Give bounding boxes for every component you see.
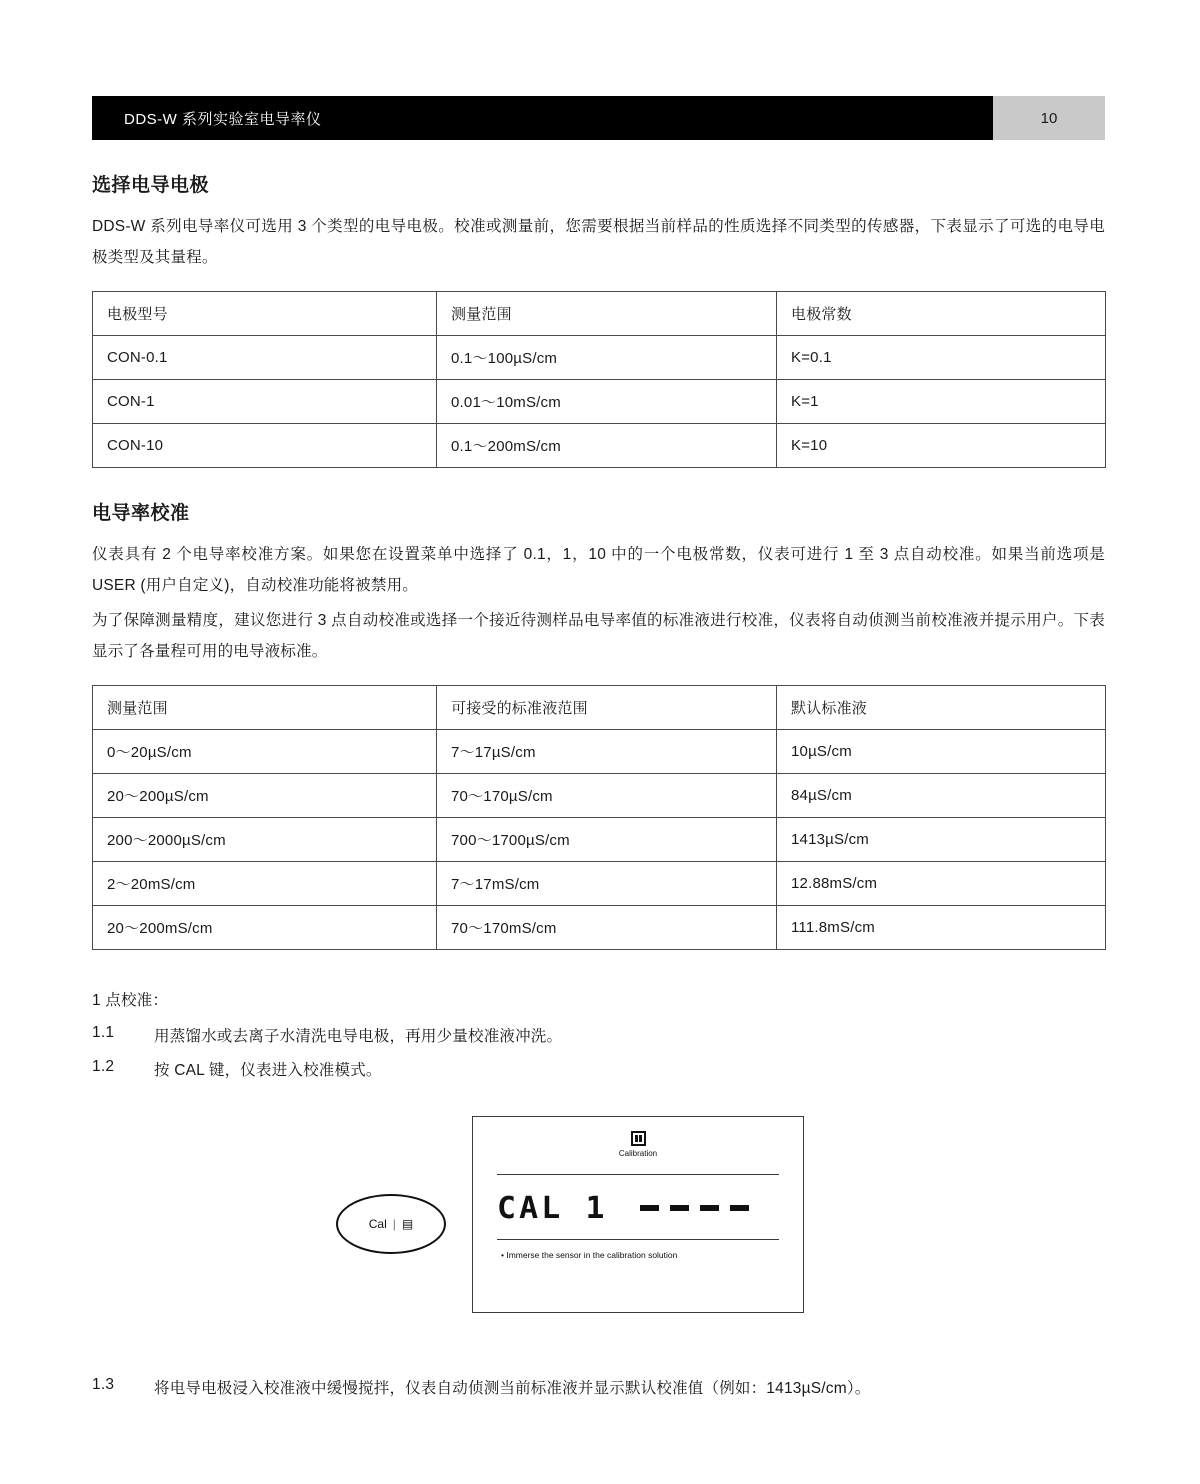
table-cell: 20～200µS/cm — [93, 774, 437, 818]
table-cell: 0～20µS/cm — [93, 730, 437, 774]
list-item — [92, 1058, 1105, 1080]
page-content — [92, 170, 1105, 1410]
table-header-row — [93, 292, 1106, 336]
calibration-icon — [631, 1131, 646, 1146]
step-text: 按 CAL 键，仪表进入校准模式。 — [154, 1062, 382, 1079]
lcd-indicator-area — [473, 1131, 803, 1158]
step-number: 1.2 — [92, 1058, 115, 1075]
table-row — [93, 774, 1106, 818]
lcd-note-text: • Immerse the sensor in the calibration solution — [501, 1250, 678, 1260]
spacer — [92, 468, 1105, 498]
table-cell: CON-10 — [93, 424, 437, 468]
table-cell: CON-0.1 — [93, 336, 437, 380]
section1-paragraph: DDS-W 系列电导率仪可选用 3 个类型的电导电极。校准或测量前，您需要根据当前样品的性质选择不同类型的传感器，下表显示了可选的电导电极类型及其量程。 — [92, 218, 1105, 266]
calibration-standards-table — [92, 685, 1106, 950]
list-item — [92, 1024, 1105, 1046]
table-cell: 70～170mS/cm — [437, 906, 777, 950]
lcd-dash — [700, 1205, 719, 1211]
page-number: 10 — [1040, 109, 1058, 127]
calibration-figure — [92, 1116, 1105, 1346]
calibration-icon-label: Calibration — [618, 1149, 658, 1158]
table-header-cell: 电极型号 — [93, 292, 437, 336]
section-title-calibration: 电导率校准 — [92, 503, 190, 524]
table-header-cell: 测量范围 — [437, 292, 777, 336]
cal-key-separator: | — [392, 1217, 396, 1231]
calibration-steps-tail — [92, 1376, 1105, 1398]
steps-heading: 1 点校准： — [92, 992, 169, 1009]
table-row — [93, 818, 1106, 862]
lcd-dash — [670, 1205, 689, 1211]
table-header-cell: 默认标准液 — [777, 686, 1106, 730]
table-header-cell: 电极常数 — [777, 292, 1106, 336]
document-icon: ▤ — [401, 1217, 414, 1231]
table-row — [93, 336, 1106, 380]
section2-paragraph-2: 为了保障测量精度，建议您进行 3 点自动校准或选择一个接近待测样品电导率值的标准液进行校准，仪表将自动侦测当前校准液并提示用户。下表显示了各量程可用的电导液标准。 — [92, 612, 1105, 660]
section-title-electrode: 选择电导电极 — [92, 175, 210, 196]
table-cell: 12.88mS/cm — [777, 862, 1106, 906]
step-number: 1.3 — [92, 1376, 115, 1393]
lcd-main-text: CAL 1 — [497, 1190, 608, 1226]
lcd-dash — [640, 1205, 659, 1211]
table-row — [93, 730, 1106, 774]
table-header-cell: 测量范围 — [93, 686, 437, 730]
calibration-steps — [92, 988, 1105, 1080]
lcd-main-row — [497, 1183, 779, 1233]
table-row — [93, 380, 1106, 424]
step-text: 用蒸馏水或去离子水清洗电导电极，再用少量校准液冲洗。 — [154, 1028, 563, 1045]
table-cell: 70～170µS/cm — [437, 774, 777, 818]
table-cell: 10µS/cm — [777, 730, 1106, 774]
table-cell: K=0.1 — [777, 336, 1106, 380]
table-header-row — [93, 686, 1106, 730]
lcd-divider-top — [497, 1174, 779, 1175]
section2-paragraph-1: 仪表具有 2 个电导率校准方案。如果您在设置菜单中选择了 0.1，1，10 中的一个电极常数，仪表可进行 1 至 3 点自动校准。如果当前选项是 USER (用户自定义)，自动校准功能将被禁用。 — [92, 546, 1105, 594]
page-header — [92, 96, 1105, 140]
lcd-dash-group — [640, 1205, 749, 1211]
document-title: DDS-W 系列实验室电导率仪 — [124, 110, 322, 128]
lcd-display-illustration — [472, 1116, 804, 1313]
table-row — [93, 424, 1106, 468]
table-cell: 700～1700µS/cm — [437, 818, 777, 862]
table-cell: 20～200mS/cm — [93, 906, 437, 950]
table-header-cell: 可接受的标准液范围 — [437, 686, 777, 730]
table-cell: K=1 — [777, 380, 1106, 424]
table-cell: 7～17mS/cm — [437, 862, 777, 906]
step-number: 1.1 — [92, 1024, 115, 1041]
table-cell: 200～2000µS/cm — [93, 818, 437, 862]
cal-key-illustration — [336, 1194, 446, 1254]
table-cell: 2～20mS/cm — [93, 862, 437, 906]
table-cell: CON-1 — [93, 380, 437, 424]
cal-key-label: Cal — [368, 1217, 387, 1231]
table-cell: 0.1～200mS/cm — [437, 424, 777, 468]
step-text: 将电导电极浸入校准液中缓慢搅拌，仪表自动侦测当前标准液并显示默认校准值（例如：1413µS/cm）。 — [154, 1380, 871, 1397]
table-cell: 0.1～100µS/cm — [437, 336, 777, 380]
list-item — [92, 1376, 1105, 1398]
page-number-box — [993, 96, 1105, 140]
electrode-table — [92, 291, 1106, 468]
table-cell: 111.8mS/cm — [777, 906, 1106, 950]
table-cell: 84µS/cm — [777, 774, 1106, 818]
table-row — [93, 862, 1106, 906]
header-title-bar — [92, 96, 993, 140]
table-cell: 1413µS/cm — [777, 818, 1106, 862]
table-cell: 0.01～10mS/cm — [437, 380, 777, 424]
lcd-divider-bottom — [497, 1239, 779, 1240]
table-cell: K=10 — [777, 424, 1106, 468]
lcd-dash — [730, 1205, 749, 1211]
table-cell: 7～17µS/cm — [437, 730, 777, 774]
table-row — [93, 906, 1106, 950]
